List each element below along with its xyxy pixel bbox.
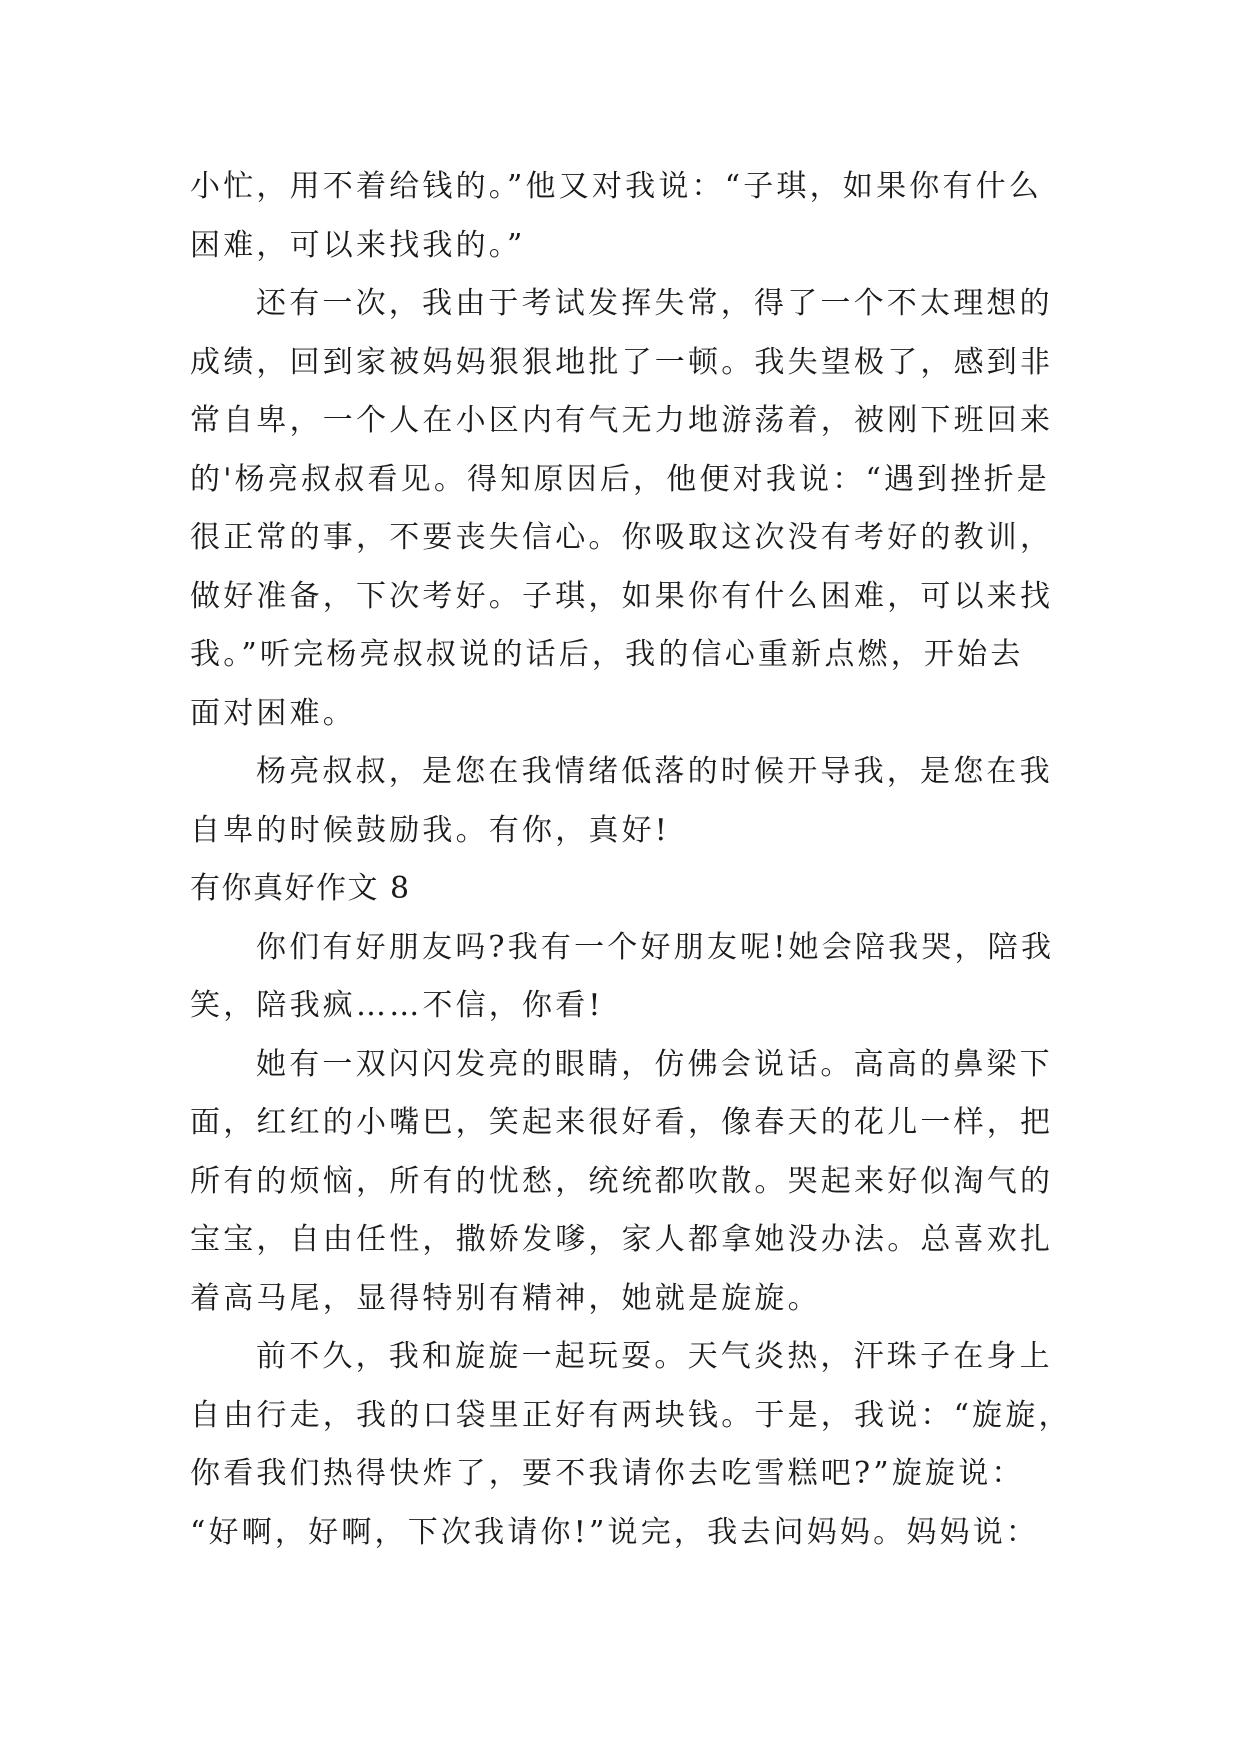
- text-line: 面对困难。: [190, 695, 356, 731]
- paragraph-start: 前不久，我和旋旋一起玩耍。天气炎热，汗珠子在身上: [256, 1339, 1053, 1374]
- paragraph-start: 还有一次，我由于考试发挥失常，得了一个不太理想的: [256, 286, 1053, 321]
- paragraph-start: 她有一双闪闪发亮的眼睛，仿佛会说话。高高的鼻梁下: [256, 1046, 1053, 1082]
- text-line: 笑，陪我疯……不信，你看!: [190, 988, 604, 1023]
- text-line: 很正常的事，不要丧失信心。你吸取这次没有考好的教训，: [190, 520, 1054, 555]
- text-line: 宝宝，自由任性，撒娇发嗲，家人都拿她没办法。总喜欢扎: [190, 1222, 1054, 1257]
- text-line: 做好准备，下次考好。子琪，如果你有什么困难，可以来找: [190, 578, 1054, 614]
- text-line: “好啊，好啊，下次我请你!”说完，我去问妈妈。妈妈说：: [190, 1514, 1040, 1550]
- text-line: 自由行走，我的口袋里正好有两块钱。于是，我说：“旋旋，: [190, 1397, 1072, 1433]
- text-line: 常自卑，一个人在小区内有气无力地游荡着，被刚下班回来: [190, 403, 1054, 438]
- text-line: 着高马尾，显得特别有精神，她就是旋旋。: [190, 1280, 821, 1316]
- document-page: [190, 158, 1080, 1562]
- paragraph-start: 你们有好朋友吗?我有一个好朋友呢!她会陪我哭，陪我: [256, 929, 1055, 965]
- text-line: 所有的烦恼，所有的忧愁，统统都吹散。哭起来好似淘气的: [190, 1163, 1054, 1199]
- text-line: 的'杨亮叔叔看见。得知原因后，他便对我说：“遇到挫折是: [190, 461, 1050, 497]
- text-line: 小忙，用不着给钱的。”他又对我说：“子琪，如果你有什么: [190, 169, 1043, 204]
- text-line: 你看我们热得快炸了，要不我请你去吃雪糕吧?”旋旋说：: [190, 1456, 1025, 1491]
- text-line: 自卑的时候鼓励我。有你，真好!: [190, 812, 671, 848]
- text-line: 成绩，回到家被妈妈狠狠地批了一顿。我失望极了，感到非: [190, 344, 1054, 380]
- text-line: 面，红红的小嘴巴，笑起来很好看，像春天的花儿一样，把: [190, 1105, 1054, 1140]
- text-line: 我。”听完杨亮叔叔说的话后，我的信心重新点燃，开始去: [190, 637, 1024, 672]
- paragraph-start: 杨亮叔叔，是您在我情绪低落的时候开导我，是您在我: [256, 754, 1053, 789]
- text-line: 困难，可以来找我的。”: [190, 227, 526, 263]
- section-heading: 有你真好作文 8: [190, 871, 411, 906]
